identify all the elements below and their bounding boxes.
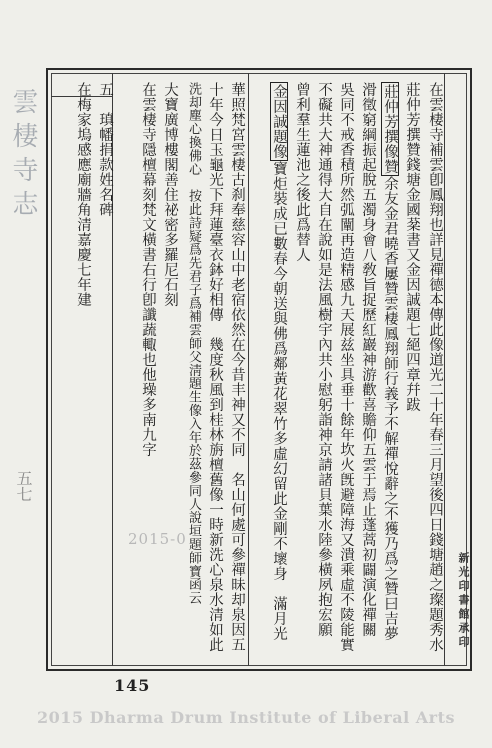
column-rule (444, 73, 445, 666)
column-text: 大寶廣博樓閣善住祕密多羅尼石刻 (162, 82, 178, 307)
text-column (315, 82, 333, 637)
text-column (403, 82, 421, 412)
text-column (206, 82, 224, 652)
column-text: 莊仲芳撰贊錢塘金國棻書又金因誠題七絕四章幷跋 (404, 82, 420, 412)
printer-imprint: 新光印書館承印 (457, 552, 470, 650)
column-text: 華照梵宮雲棲古刹奉慈容山中老宿依然在今昔丰神又不同 名山何處可參禪昧却泉因五 (229, 82, 245, 652)
boxed-heading: 金因誠題像 (271, 84, 287, 159)
text-column (293, 82, 311, 262)
text-column (270, 82, 288, 641)
watermark-date: 2015-0 (128, 530, 187, 548)
column-text: 洗却塵心換佛心 按此詩疑爲先君子爲補雲師父淸題生像入年於茲參同人說垣題師寶函云 (186, 82, 201, 605)
column-text: 不礙共大神通得大自在說如是法風樹宇內共小慰躬詣神京請諸貝葉水陸參橫夙抱宏願 (316, 82, 332, 637)
column-text: 吳同不戒香積所然弧闡再造精感九天展兹坐具垂十餘年坎火旣避障海又潰乘虛不陵能實 (338, 82, 354, 652)
text-column (96, 82, 114, 217)
header-title: 雲棲寺志 (8, 88, 38, 224)
page-number: 145 (114, 676, 151, 695)
header-number: 五七 (14, 470, 33, 502)
column-text: 五 瑱幡捐款姓名碑 (97, 82, 113, 217)
column-text: 寶炬裝成已數春今朝送與佛爲鄰黃花翠竹多虛幻留此金剛不壞身 滿月光 (271, 161, 287, 641)
column-text: 曾利羣生蓮池之後此爲替人 (294, 82, 310, 262)
boxed-heading: 莊仲芳撰像贊 (382, 84, 398, 174)
text-column (337, 82, 355, 652)
column-text: 在雲棲寺隱檀幕刻梵文橫書右行卽讖蔬輙也他璪多南九字 (140, 82, 156, 457)
text-column (426, 82, 444, 652)
column-text: 滑徵窮綱振起脫五濁身會八敎旨捉歷紅巖神游歡喜贍仰五雲于焉止蓬蒿初闢演化禪關 (360, 82, 376, 637)
column-text: 在雲棲寺補雲卽鳳翔也詳見禪德本傳此像道光二十年春三月望後四日錢塘趙之璨題秀水 (427, 82, 443, 652)
watermark-institution: 2015 Dharma Drum Institute of Liberal Arts (37, 708, 455, 727)
text-column (381, 82, 399, 641)
column-rule (248, 73, 249, 666)
text-column (161, 82, 179, 307)
text-column (228, 82, 246, 652)
text-column (184, 82, 202, 605)
column-text: 十年今日玉龜光下拜蓮臺衣鉢好相傳 幾度秋風到桂林旃檀舊像一時新洗心泉水清如此 (207, 82, 223, 652)
text-column (74, 82, 92, 307)
text-column (359, 82, 377, 637)
column-text: 余友金君曉香屢贊雲棲鳳翔師行義予不解禪悅辭之不獲乃爲之贊曰吉夢 (382, 176, 398, 641)
text-column (139, 82, 157, 457)
column-text: 在梅家塢感應廟牆角清嘉慶七年建 (75, 82, 91, 307)
